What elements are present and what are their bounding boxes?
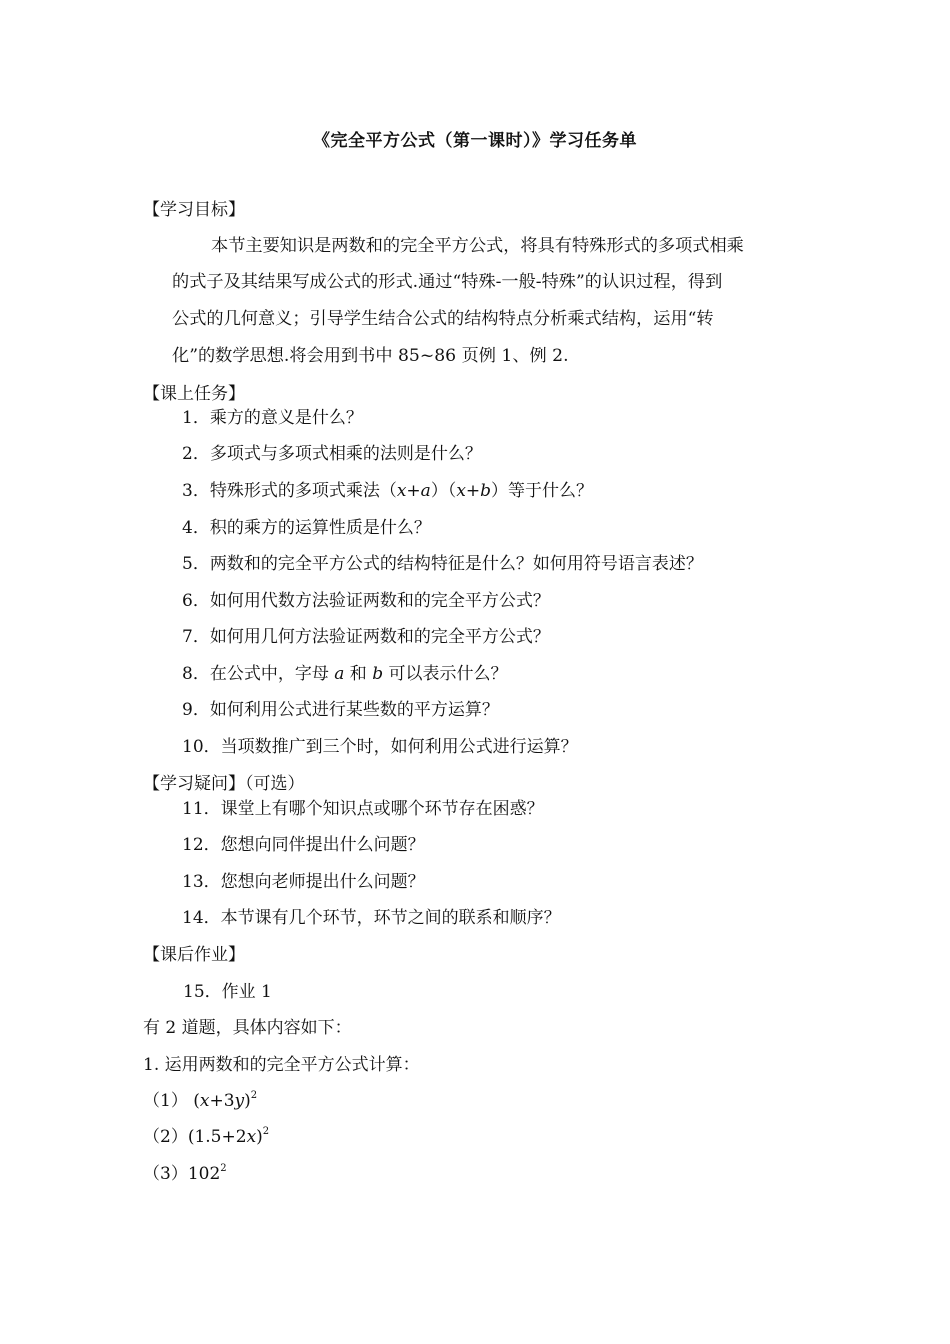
homework-problem-3: $(3)102^2$ bbox=[143, 1163, 227, 1184]
task-item-4: 4．积的乘方的运算性质是什么？ bbox=[182, 518, 431, 538]
task-item-2: 2．多项式与多项式相乘的法则是什么？ bbox=[182, 444, 482, 464]
task-item-7: 7．如何用几何方法验证两数和的完全平方公式？ bbox=[182, 627, 550, 647]
objectives-line-3: 公式的几何意义；引导学生结合公式的结构特点分析乘式结构，运用“转 bbox=[172, 309, 714, 329]
homework-problem-2: $(2)(1.5+2x)^2$ bbox=[143, 1126, 270, 1147]
task-item-6: 6．如何用代数方法验证两数和的完全平方公式？ bbox=[182, 591, 550, 611]
homework-question-1: 1. 运用两数和的完全平方公式计算： bbox=[143, 1055, 420, 1075]
homework-intro: 有 2 道题，具体内容如下： bbox=[143, 1018, 352, 1038]
task-item-1: 1．乘方的意义是什么？ bbox=[182, 408, 363, 428]
homework-problem-1: （1） $(x+3y)^2$ bbox=[143, 1090, 258, 1111]
objectives-line-2: 的式子及其结果写成公式的形式.通过“特殊-一般-特殊”的认识过程，得到 bbox=[172, 272, 723, 292]
question-item-13: 13．您想向老师提出什么问题？ bbox=[182, 872, 425, 892]
section-heading-objectives: 【学习目标】 bbox=[143, 200, 245, 220]
task-item-5: 5．两数和的完全平方公式的结构特征是什么？如何用符号语言表述？ bbox=[182, 554, 703, 574]
question-item-12: 12．您想向同伴提出什么问题？ bbox=[182, 835, 425, 855]
task-item-9: 9．如何利用公式进行某些数的平方运算？ bbox=[182, 700, 499, 720]
task-item-8: 8．在公式中，字母 a 和 b 可以表示什么？ bbox=[182, 664, 508, 684]
task-item-3: 3．特殊形式的多项式乘法（x+a）（x+b）等于什么？ bbox=[182, 481, 594, 501]
document-title: 《完全平方公式（第一课时）》学习任务单 bbox=[313, 131, 637, 151]
question-item-14: 14．本节课有几个环节，环节之间的联系和顺序？ bbox=[182, 908, 561, 928]
homework-item-15: 15．作业 1 bbox=[183, 982, 272, 1002]
objectives-line-1: 本节主要知识是两数和的完全平方公式，将具有特殊形式的多项式相乘 bbox=[211, 236, 744, 256]
question-item-11: 11．课堂上有哪个知识点或哪个环节存在困惑？ bbox=[182, 799, 544, 819]
section-heading-questions: 【学习疑问】（可选） bbox=[143, 774, 305, 794]
task-item-10: 10．当项数推广到三个时，如何利用公式进行运算？ bbox=[182, 737, 578, 757]
objectives-line-4: 化”的数学思想.将会用到书中 85~86 页例 1、例 2. bbox=[172, 346, 569, 366]
section-heading-tasks: 【课上任务】 bbox=[143, 384, 245, 404]
section-heading-homework: 【课后作业】 bbox=[143, 945, 245, 965]
